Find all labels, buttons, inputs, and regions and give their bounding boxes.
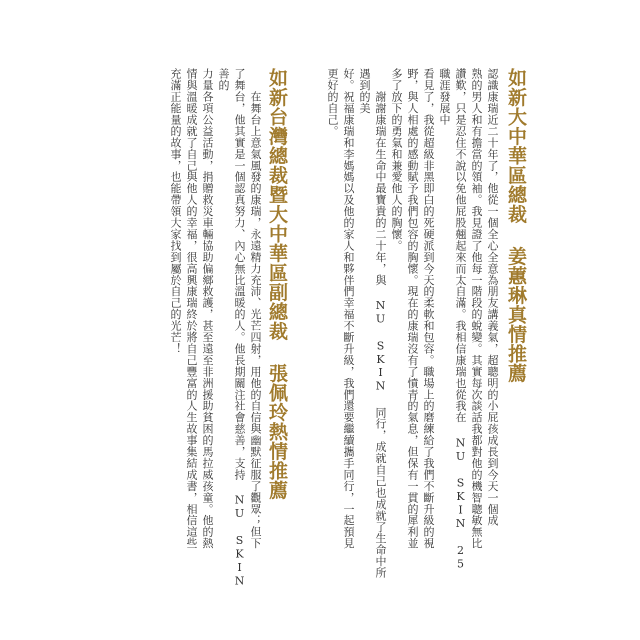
section-2-body: 在舞台上意氣風發的康瑞，永遠精力充沛、光芒四射，用他的自信與幽默征服了觀眾；但下 了舞台，他其實是一個認真努力、內心無比溫暖的人。他長期關注社會慈善，支持 NU SKIN 善的 力量各項公益活動，捐贈救災車輛協助偏鄉救護，甚至遠至非洲援助貧困的馬拉威孩童。他的熱 情與溫暖成就了自己與他人的幸福，很高興康瑞終於將自己豐富的人生故事集結成書，相信這些 充滿正能量的故事，也能帶領大家找到屬於自己的光芒！ (169, 68, 262, 588)
section-2-heading: 如新台灣總裁暨大中華區副總裁 張佩玲熱情推薦 (266, 68, 288, 500)
section-1-heading: 如新大中華區總裁 姜蕙琳真情推薦 (505, 68, 527, 383)
section-1-body: 認識康瑞近二十年了，他從一個全心全意為朋友講義氣，超聰明的小屁孩成長到今天一個成 熟的男人和有擔當的領袖。我見證了他每一階段的蛻變。其實每次談話我都對他的機智聰敏無比 讚歎，只是忍住不說以免他屁股翹起來而太自滿。我相信康瑞也從我在 NU SKIN 25 職涯發展中 看見了，我從超級非黑即白的死硬派到今天的柔軟和包容。職場上的磨練給了我們不斷升級的視 野，與人相處的感動賦予我們包容的胸懷。現在的康瑞沒有了憤青的氣息，但保有一貫的犀利並 多了放下的勇氣和兼愛他人的胸懷。 謝謝康瑞在生命中最寶貴的二十年，與 NU SKIN 同行，成就自己也成就了生命中所遇到的美 好。祝福康瑞和李媽媽以及他的家人和夥伴們幸福不斷升級，我們還要繼續攜手同行，一起預見 更好的自己。 (326, 68, 499, 579)
